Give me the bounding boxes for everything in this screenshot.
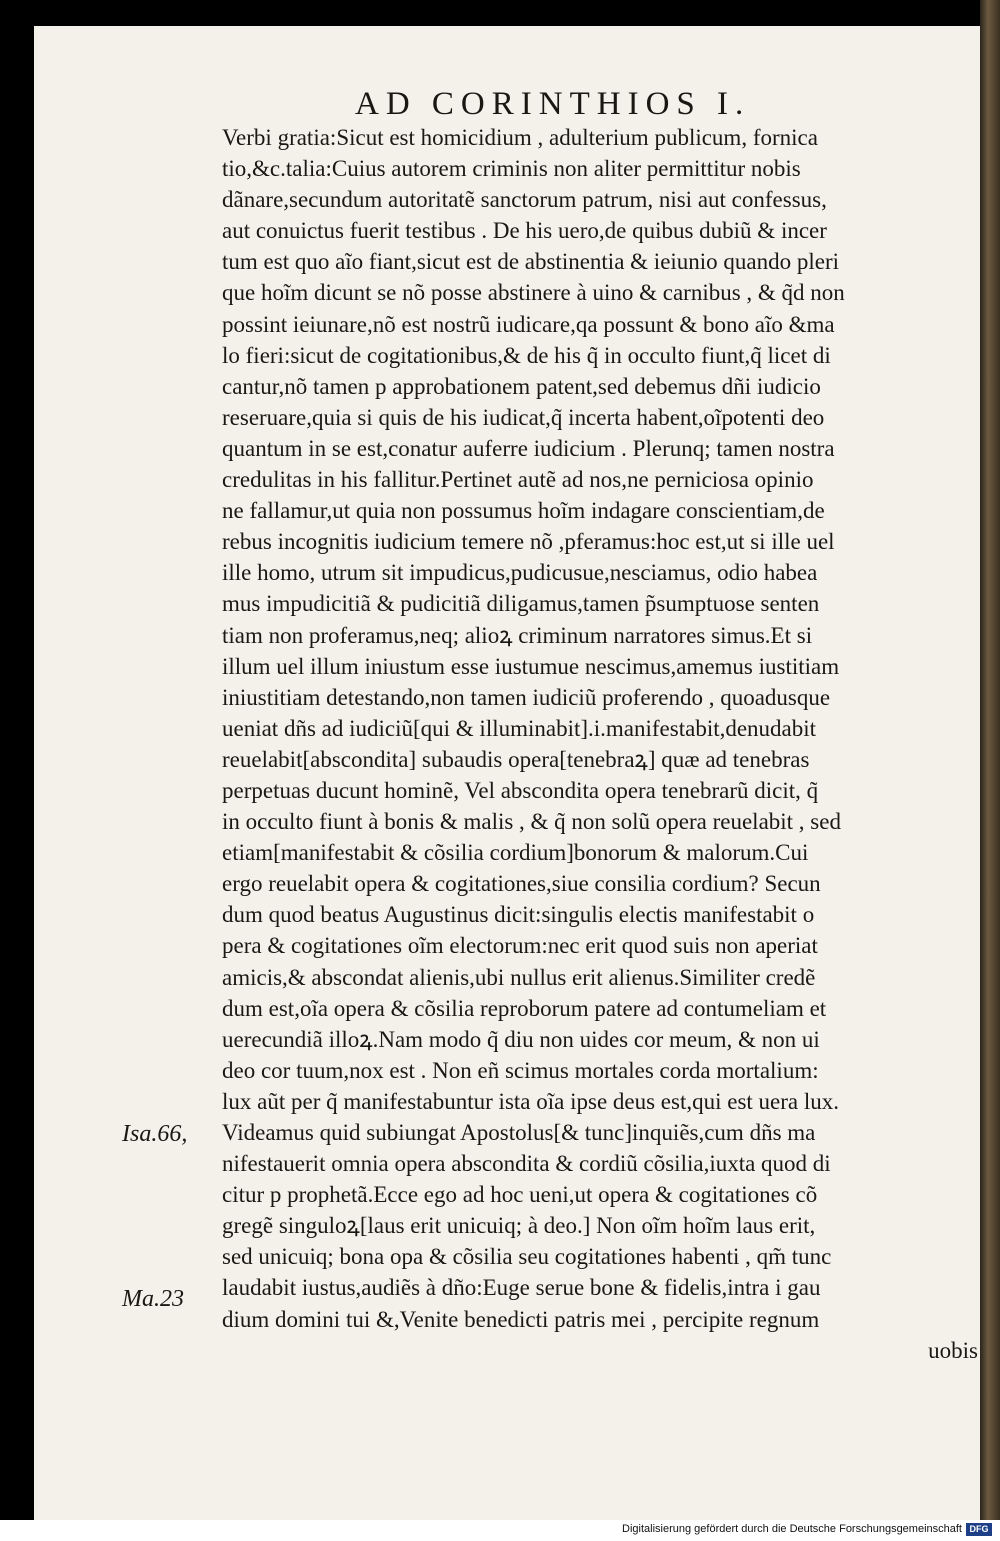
text-line: in occulto fiunt à bonis & malis , & q̃ non solũ opera reuelabit , sed — [222, 809, 841, 835]
funding-credit: Digitalisierung gefördert durch die Deutsche Forschungsgemeinschaft — [622, 1523, 962, 1535]
text-line: tio,&c.talia:Cuius autorem criminis non aliter permittitur nobis — [222, 156, 801, 182]
text-line: uobis — [928, 1337, 978, 1363]
footer-bar — [0, 1520, 1000, 1541]
page-body — [222, 122, 992, 1366]
text-line: tum est quo aĩo fiant,sicut est de abstinentia & ieiunio quando pleri — [222, 249, 840, 275]
text-line: lux aũt per q̃ manifestabuntur ista oĩa ipse deus est,qui est uera lux. — [222, 1088, 840, 1114]
text-line: que hoĩm dicunt se nõ posse abstinere à uino & carnibus , & q̃d non — [222, 280, 845, 306]
dfg-logo: DFG — [966, 1523, 992, 1536]
running-header: AD CORINTHIOS I. — [355, 86, 751, 122]
text-line: amicis,& abscondat alienis,ubi nullus erit alienus.Similiter credẽ — [222, 964, 816, 990]
text-line: reseruare,quia si quis de his iudicat,q̃ incerta habent,oĩpotenti deo — [222, 404, 825, 430]
text-line: illum uel illum iniustum esse iustumue nescimus,amemus iustitiam — [222, 653, 840, 679]
text-line: ne fallamur,ut quia non possumus hoĩm indagare conscientiam,de — [222, 498, 825, 524]
text-line: mus impudicitiã & pudicitiã diligamus,tamen p̃sumptuose senten — [222, 591, 820, 617]
margin-note-isaiah: Isa.66, — [122, 1121, 188, 1147]
text-line: etiam[manifestabit & cõsilia cordium]bonorum & malorum.Cui — [222, 840, 809, 866]
text-line: dum quod beatus Augustinus dicit:singulis electis manifestabit o — [222, 902, 815, 928]
text-line: iniustitiam detestando,non tamen iudiciũ proferendo , quoadusque — [222, 684, 831, 710]
text-line: uerecundiã illoꝝ.Nam modo q̃ diu non uides cor meum, & non ui — [222, 1026, 820, 1052]
text-line: credulitas in his fallitur.Pertinet autẽ ad nos,ne perniciosa opinio — [222, 467, 814, 493]
margin-note-matthew: Ma.23 — [122, 1286, 184, 1312]
text-line: rebus incognitis iudicium temere nõ ,pferamus:hoc est,ut si ille uel — [222, 529, 835, 555]
text-line: Verbi gratia:Sicut est homicidium , adulterium publicum, fornica — [222, 125, 818, 150]
text-line: ueniat dñs ad iudiciũ[qui & illuminabit].i.manifestabit,denudabit — [222, 715, 817, 741]
text-line: gregẽ singuloꝝ[laus erit unicuiq; à deo.] Non oĩm hoĩm laus erit, — [222, 1213, 816, 1239]
text-line: Videamus quid subiungat Apostolus[& tunc]inquiẽs,cum dñs ma — [222, 1120, 816, 1145]
text-line: ergo reuelabit opera & cogitationes,siue consilia cordium? Secun — [222, 871, 821, 897]
text-line: laudabit iustus,audiẽs à dño:Euge serue bone & fidelis,intra i gau — [222, 1275, 821, 1301]
text-line: dãnare,secundum autoritatẽ sanctorum patrum, nisi aut confessus, — [222, 187, 827, 213]
text-line: sed unicuiq; bona opa & cõsilia seu cogitationes habenti , qm̃ tunc — [222, 1244, 832, 1270]
text-line: possint ieiunare,nõ est nostrũ iudicare,qa possunt & bono aĩo &ma — [222, 311, 835, 337]
text-line: ille homo, utrum sit impudicus,pudicusue,nesciamus, odio habea — [222, 560, 818, 586]
text-line: aut conuictus fuerit testibus . De his uero,de quibus dubiũ & incer — [222, 218, 827, 244]
text-line: reuelabit[abscondita] subaudis opera[tenebraꝝ] quæ ad tenebras — [222, 746, 810, 772]
text-line: tiam non proferamus,neq; alioꝝ criminum narratores simus.Et si — [222, 622, 813, 648]
text-line: pera & cogitationes oĩm electorum:nec erit quod suis non aperiat — [222, 933, 818, 959]
text-line: citur p prophetã.Ecce ego ad hoc ueni,ut opera & cogitationes cõ — [222, 1182, 818, 1208]
text-line: quantum in se est,conatur auferre iudicium . Plerunq; tamen nostra — [222, 435, 835, 461]
text-line: cantur,nõ tamen p approbationem patent,sed debemus dñi iudicio — [222, 373, 821, 399]
text-line: dum est,oĩa opera & cõsilia reproborum patere ad contumeliam et — [222, 995, 827, 1021]
text-line: lo fieri:sicut de cogitationibus,& de his q̃ in occulto fiunt,q̃ licet di — [222, 342, 831, 368]
scan-top-border — [0, 0, 1000, 26]
text-line: dium domini tui &,Venite benedicti patris mei , percipite regnum — [222, 1306, 820, 1332]
text-line: perpetuas ducunt hominẽ, Vel abscondita opera tenebrarũ dicit, q̃ — [222, 777, 819, 803]
text-line: nifestauerit omnia opera abscondita & cordiũ cõsilia,iuxta quod di — [222, 1151, 831, 1177]
text-line: deo cor tuum,nox est . Non eñ scimus mortales corda mortalium: — [222, 1057, 819, 1083]
